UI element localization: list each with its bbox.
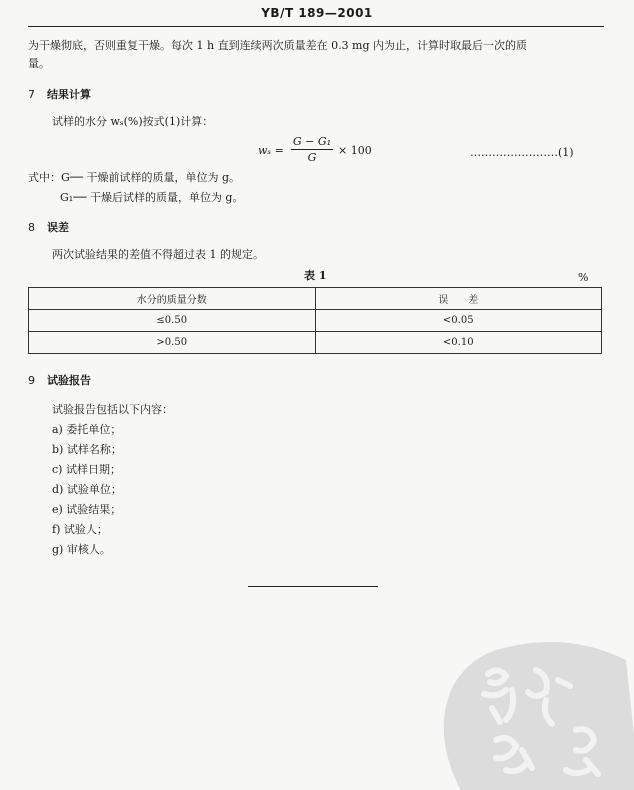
section-7-heading: [28, 86, 91, 102]
table-title: 表 1: [304, 269, 327, 282]
report-item: b) 试样名称；: [52, 443, 122, 456]
table-unit: %: [578, 271, 589, 284]
section-8-text: 两次试验结果的差值不得超过表 1 的规定。: [52, 248, 264, 261]
table-cell: <0.10: [315, 332, 602, 354]
error-table: [28, 287, 602, 354]
section-9-number: 9: [28, 374, 35, 387]
report-item: e) 试验结果；: [52, 503, 122, 516]
section-8-heading: [28, 219, 69, 235]
section-8-title: 误差: [47, 221, 69, 234]
table-cell: <0.05: [315, 310, 602, 332]
section-7-number: 7: [28, 88, 35, 101]
report-item: a) 委托单位；: [52, 423, 122, 436]
where-line-1: 式中：G── 干燥前试样的质量，单位为 g。: [28, 171, 241, 184]
table-row: [29, 310, 602, 332]
formula-denominator: G: [307, 151, 317, 164]
watermark-seal-icon: [426, 630, 634, 790]
report-item: c) 试样日期；: [52, 463, 121, 476]
formula-numerator: G − G₁: [292, 135, 332, 148]
report-item: f) 试验人；: [52, 523, 108, 536]
table-header-row: [29, 288, 602, 310]
formula-lhs: wₛ =: [258, 144, 284, 157]
table-row: [29, 332, 602, 354]
continued-paragraph-line1: 为干燥彻底，否则重复干燥。每次 1 h 直到连续两次质量差在 0.3 mg 内为止，计算时取最后一次的质: [28, 39, 528, 52]
header-rule: [28, 26, 604, 27]
where-line-2: G₁── 干燥后试样的质量，单位为 g。: [60, 191, 244, 204]
report-item: d) 试验单位；: [52, 483, 122, 496]
equation-number: ……………………(1): [470, 146, 574, 159]
formula-fraction: [291, 134, 333, 165]
table-cell: ≤0.50: [29, 310, 316, 332]
section-7-title: 结果计算: [47, 88, 91, 101]
section-8-number: 8: [28, 221, 35, 234]
formula-multiplier: × 100: [338, 144, 372, 157]
section-9-intro: 试验报告包括以下内容：: [52, 403, 173, 416]
end-of-document-rule: [248, 586, 378, 587]
page-header: YB/T 189—2001: [261, 6, 373, 20]
table-cell: >0.50: [29, 332, 316, 354]
section-9-heading: [28, 372, 91, 388]
table-header-cell: 水分的质量分数: [29, 288, 316, 310]
section-7-intro: 试样的水分 wₛ(%)按式(1)计算：: [52, 115, 214, 128]
continued-paragraph-line2: 量。: [28, 57, 50, 70]
report-item: g) 审核人。: [52, 543, 111, 556]
section-9-title: 试验报告: [47, 374, 91, 387]
table-header-cell: 误 差: [315, 288, 602, 310]
